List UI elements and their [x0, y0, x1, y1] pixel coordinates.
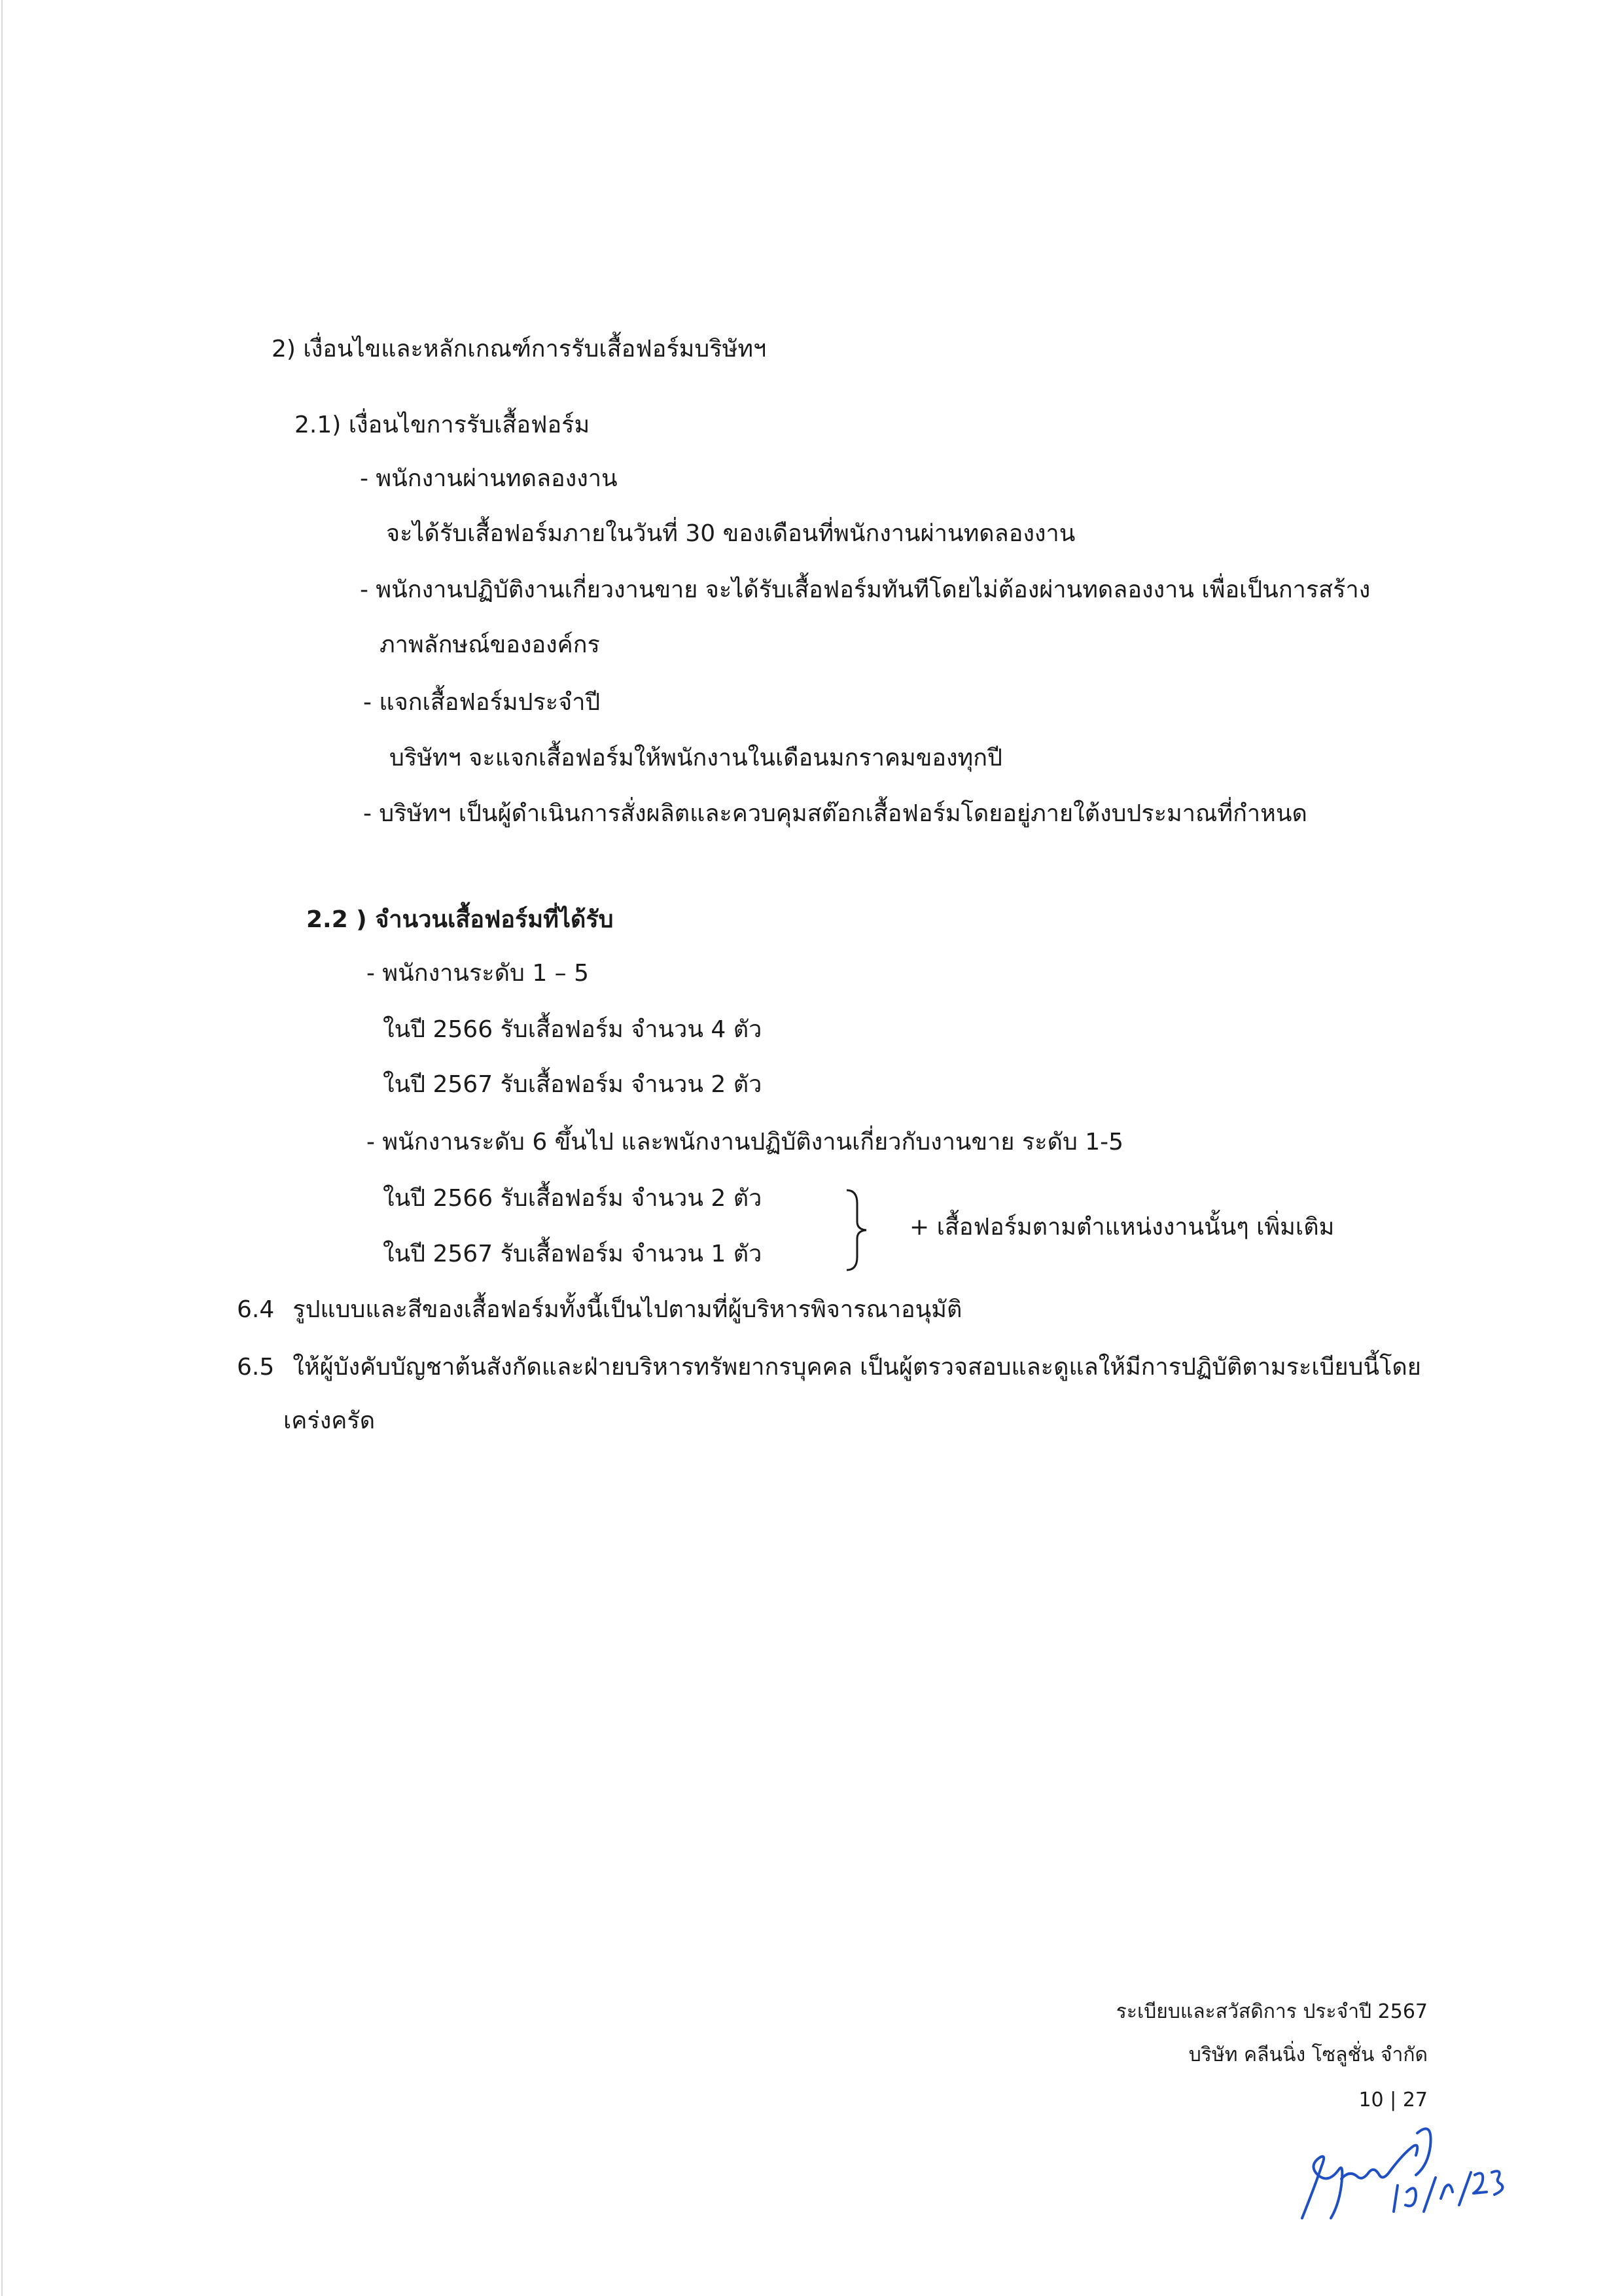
- brace-note: + เสื้อฟอร์มตามตำแหน่งงานนั้นๆ เพิ่มเติม: [909, 1214, 1335, 1241]
- clause-6-5-cont: เคร่งครัด: [283, 1407, 376, 1434]
- clause-number: 6.5: [237, 1354, 275, 1381]
- right-curly-brace: [844, 1188, 870, 1273]
- level-6-row-2567: ในปี 2567 รับเสื้อฟอร์ม จำนวน 1 ตัว: [383, 1241, 762, 1267]
- signature-icon: [1276, 2107, 1525, 2238]
- page-edge: [1, 0, 3, 2296]
- level-6-label: - พนักงานระดับ 6 ขึ้นไป และพนักงานปฏิบัติงานเกี่ยวกับงานขาย ระดับ 1-5: [366, 1129, 1124, 1156]
- bullet-annual-detail: บริษัทฯ จะแจกเสื้อฟอร์มให้พนักงานในเดือนมกราคมของทุกปี: [389, 745, 1002, 771]
- subsection-heading-2-1: 2.1) เงื่อนไขการรับเสื้อฟอร์ม: [294, 412, 590, 438]
- section-heading: 2) เงื่อนไขและหลักเกณฑ์การรับเสื้อฟอร์มบริษัทฯ: [272, 336, 767, 362]
- level-1-5-row-2567: ในปี 2567 รับเสื้อฟอร์ม จำนวน 2 ตัว: [383, 1071, 762, 1098]
- clause-6-5: [237, 1352, 1421, 1383]
- bullet-annual: - แจกเสื้อฟอร์มประจำปี: [363, 689, 601, 716]
- clause-6-4: [237, 1294, 962, 1326]
- footer-title: ระเบียบและสวัสดิการ ประจำปี 2567: [1116, 2000, 1428, 2023]
- bullet-probation-detail: จะได้รับเสื้อฟอร์มภายในวันที่ 30 ของเดือนที่พนักงานผ่านทดลองงาน: [386, 520, 1076, 547]
- footer-company: บริษัท คลีนนิ่ง โซลูชั่น จำกัด: [1188, 2043, 1428, 2066]
- level-6-row-2566: ในปี 2566 รับเสื้อฟอร์ม จำนวน 2 ตัว: [383, 1185, 762, 1212]
- clause-text: ให้ผู้บังคับบัญชาต้นสังกัดและฝ่ายบริหารทรัพยากรบุคคล เป็นผู้ตรวจสอบและดูแลให้มีการปฏิบัติตามระเบียบนี้โดย: [292, 1354, 1421, 1381]
- bullet-probation: - พนักงานผ่านทดลองงาน: [360, 465, 618, 492]
- page-number: 10 | 27: [1358, 2089, 1428, 2111]
- clause-text: รูปแบบและสีของเสื้อฟอร์มทั้งนี้เป็นไปตามที่ผู้บริหารพิจารณาอนุมัติ: [292, 1296, 962, 1323]
- level-1-5-row-2566: ในปี 2566 รับเสื้อฟอร์ม จำนวน 4 ตัว: [383, 1016, 762, 1043]
- bullet-sales-staff: - พนักงานปฏิบัติงานเกี่ยวงานขาย จะได้รับเสื้อฟอร์มทันทีโดยไม่ต้องผ่านทดลองงาน เพื่อเป็นการสร้าง: [360, 576, 1371, 603]
- subsection-heading-2-2: 2.2 ) จำนวนเสื้อฟอร์มที่ได้รับ: [306, 906, 614, 933]
- level-1-5-label: - พนักงานระดับ 1 – 5: [366, 960, 590, 987]
- bullet-stock-control: - บริษัทฯ เป็นผู้ดำเนินการสั่งผลิตและควบคุมสต๊อกเสื้อฟอร์มโดยอยู่ภายใต้งบประมาณที่กำหนด: [363, 800, 1307, 827]
- bullet-sales-staff-cont: ภาพลักษณ์ขององค์กร: [380, 631, 600, 658]
- clause-number: 6.4: [237, 1296, 275, 1323]
